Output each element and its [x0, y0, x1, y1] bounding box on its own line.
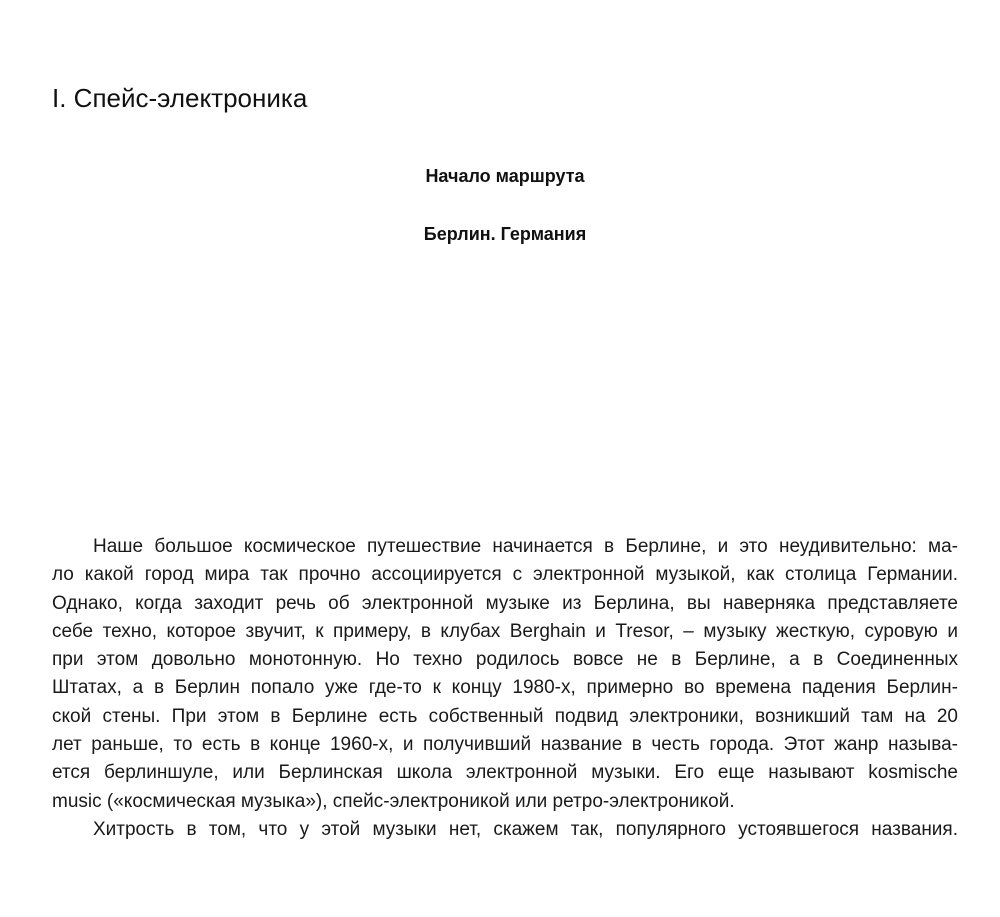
section-heading: Начало маршрута — [425, 166, 585, 186]
text-line: Штатах, а в Берлин попало уже где-то к концу 1980-х, примерно во времена падения Берлин- — [52, 677, 958, 699]
text-line: ской стены. При этом в Берлине есть собственный подвид электроники, возникший там на 20 — [52, 705, 958, 727]
chapter-title: I. Спейс-электроника — [52, 83, 308, 113]
text-line: ется берлиншуле, или Берлинская школа электронной музыки. Его еще называют kosmische — [52, 762, 958, 784]
text-line: music («космическая музыка»), спейс-электроникой или ретро-электроникой. — [52, 790, 735, 812]
body-text — [52, 533, 958, 844]
text-line: ло какой город мира так прочно ассоциируется с электронной музыкой, как столица Германии. — [52, 564, 958, 586]
text-line: Однако, когда заходит речь об электронной музыке из Берлина, вы наверняка представляете — [52, 592, 958, 614]
text-line: лет раньше, то есть в конце 1960-х, и получивший название в честь города. Этот жанр называ- — [52, 734, 958, 756]
text-line: себе техно, которое звучит, к примеру, в клубах Berghain и Tresor, – музыку жесткую, суровую и — [52, 620, 958, 642]
section-location: Берлин. Германия — [423, 224, 587, 244]
text-line: Хитрость в том, что у этой музыки нет, скажем так, популярного устоявшегося названия. — [93, 818, 958, 840]
text-line: при этом довольно монотонную. Но техно родилось вовсе не в Берлине, а в Соединенных — [52, 649, 958, 671]
text-line: Наше большое космическое путешествие начинается в Берлине, и это неудивительно: ма- — [93, 536, 958, 557]
